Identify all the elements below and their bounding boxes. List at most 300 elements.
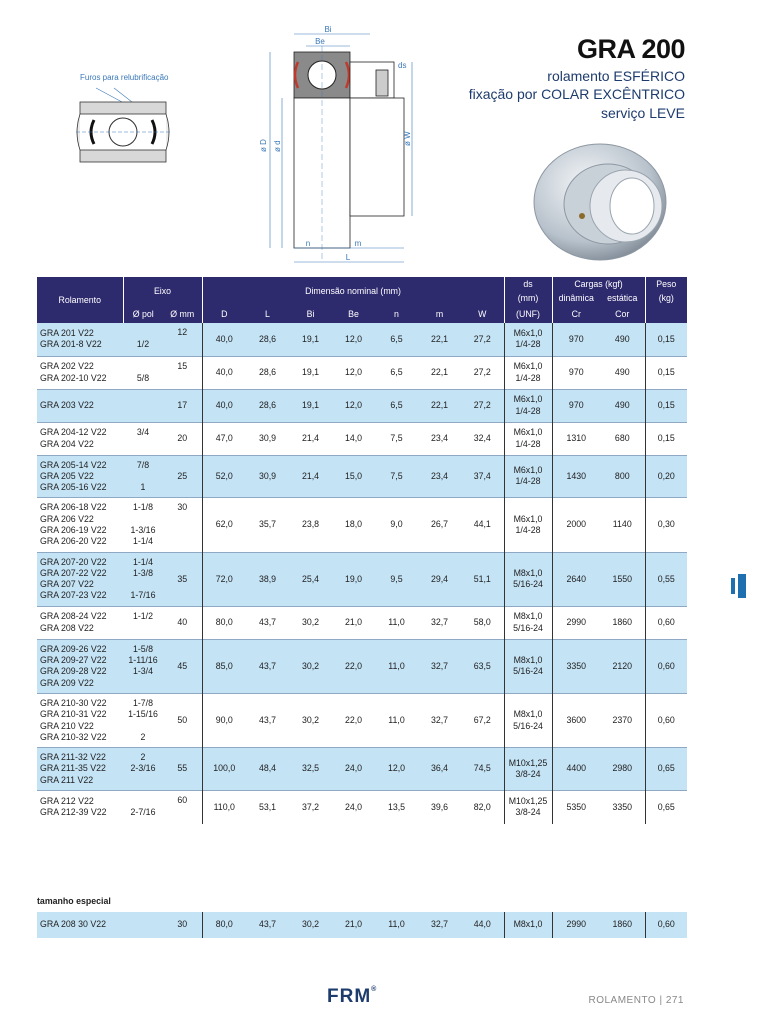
header-cr: Cr — [552, 305, 600, 323]
names-line: GRA 211-35 V22 — [40, 763, 106, 774]
ds-line: 3/8-24 — [515, 807, 541, 818]
table-row — [37, 748, 687, 791]
names-line: GRA 206-18 V22 — [40, 502, 107, 513]
cell-L: 28,6 — [246, 356, 289, 389]
cell-names — [37, 791, 123, 824]
names-line: GRA 209-27 V22 — [40, 655, 107, 666]
ds-line: 1/4-28 — [515, 372, 541, 383]
cell-mm: 55 — [163, 748, 202, 791]
cell-cor: 800 — [600, 455, 645, 498]
cell-cor: 2120 — [600, 639, 645, 693]
pol-line: 1-1/8 — [132, 502, 154, 513]
cell-ds — [504, 498, 552, 552]
cell-n: 9,5 — [375, 552, 418, 606]
cell-L: 35,7 — [246, 498, 289, 552]
pol-line: 1-3/16 — [130, 524, 156, 535]
cell-n: 6,5 — [375, 323, 418, 356]
cell-peso: 0,20 — [645, 455, 687, 498]
cell-n: 6,5 — [375, 389, 418, 422]
dim-m-label: m — [354, 239, 362, 248]
cell-cr: 1430 — [552, 455, 600, 498]
pol-line: 1/2 — [136, 339, 150, 350]
names-line: GRA 212 V22 — [40, 795, 94, 806]
cell-pol — [123, 748, 163, 791]
cell-Bi: 37,2 — [289, 791, 332, 824]
cell-D: 62,0 — [202, 498, 246, 552]
cell-cr: 2000 — [552, 498, 600, 552]
ds-line: M6x1,0 — [513, 327, 543, 338]
cell-peso: 0,55 — [645, 552, 687, 606]
dim-be-label: Be — [315, 37, 325, 46]
header-L: L — [246, 305, 289, 323]
cell-D: 40,0 — [202, 323, 246, 356]
section-tab-marker — [731, 574, 751, 598]
names-line: GRA 201-8 V22 — [40, 339, 102, 350]
pol-line: 2 — [140, 752, 146, 763]
cell-pol — [123, 639, 163, 693]
cell-cor: 490 — [600, 356, 645, 389]
pol-line — [123, 796, 163, 807]
cell-W: 32,4 — [461, 422, 504, 455]
frm-logo: FRM® — [327, 986, 378, 1007]
cell-names — [37, 356, 123, 389]
table-row — [37, 422, 687, 455]
dim-bi-label: Bi — [324, 25, 332, 34]
ds-line: M6x1,0 — [513, 465, 543, 476]
bearing-technical-drawing — [258, 22, 428, 270]
specs-table-wrapper — [37, 277, 687, 824]
cell-name: GRA 208 30 V22 — [37, 912, 123, 938]
header-ds-3: (UNF) — [504, 305, 552, 323]
cell-n: 13,5 — [375, 791, 418, 824]
ds-line: M8x1,0 — [513, 567, 543, 578]
pol-line: 1-3/4 — [132, 666, 154, 677]
cell-peso: 0,30 — [645, 498, 687, 552]
cell-cor: 1140 — [600, 498, 645, 552]
pol-line: 1-1/2 — [132, 611, 154, 622]
names-line: GRA 205 V22 — [40, 470, 94, 481]
frm-logo-text: FRM — [327, 986, 372, 1007]
cell-n: 9,0 — [375, 498, 418, 552]
table-row — [37, 455, 687, 498]
cell-cr: 970 — [552, 356, 600, 389]
cell-cor: 1860 — [600, 606, 645, 639]
pol-line: 1-7/16 — [130, 590, 156, 601]
names-line: GRA 201 V22 — [40, 327, 94, 338]
names-line: GRA 210-31 V22 — [40, 709, 107, 720]
header-peso: Peso — [645, 277, 687, 291]
pol-line: 1-11/16 — [128, 655, 158, 666]
cell-cor: 3350 — [600, 791, 645, 824]
ds-line: M8x1,0 — [513, 611, 543, 622]
cell-W: 82,0 — [461, 791, 504, 824]
cell-ds — [504, 389, 552, 422]
pol-line: 1-15/16 — [128, 709, 158, 720]
names-line: GRA 207-23 V22 — [40, 590, 107, 601]
names-line: GRA 206-20 V22 — [40, 536, 107, 547]
cell-Bi: 30,2 — [289, 639, 332, 693]
header-D: D — [202, 305, 246, 323]
cell-Bi: 21,4 — [289, 455, 332, 498]
pol-line: 1-1/4 — [132, 556, 154, 567]
pol-line: 1-7/8 — [132, 697, 154, 708]
cell-L: 43,7 — [246, 912, 289, 938]
cell-peso: 0,60 — [645, 912, 687, 938]
header-m: m — [418, 305, 461, 323]
cell-L: 48,4 — [246, 748, 289, 791]
header-eixo-pol: Ø pol — [123, 305, 163, 323]
cell-L: 43,7 — [246, 606, 289, 639]
cell-D: 100,0 — [202, 748, 246, 791]
pol-line — [123, 721, 163, 732]
names-line: GRA 209-28 V22 — [40, 666, 107, 677]
cell-W: 63,5 — [461, 639, 504, 693]
cell-Be: 22,0 — [332, 693, 375, 747]
page-footer: ROLAMENTO | 271 — [588, 995, 684, 1006]
cell-cor: 1550 — [600, 552, 645, 606]
cell-mm: 40 — [163, 606, 202, 639]
cell-names — [37, 323, 123, 356]
cell-cr: 3350 — [552, 639, 600, 693]
cell-D: 40,0 — [202, 389, 246, 422]
cell-Bi: 32,5 — [289, 748, 332, 791]
subtitle-line-2: fixação por COLAR EXCÊNTRICO — [468, 86, 685, 102]
cell-cor: 490 — [600, 323, 645, 356]
cell-Bi: 19,1 — [289, 356, 332, 389]
table-row — [37, 356, 687, 389]
ds-line: 1/4-28 — [515, 405, 541, 416]
table-row — [37, 639, 687, 693]
cell-mm: 50 — [163, 693, 202, 747]
ds-line: 1/4-28 — [515, 339, 541, 350]
header-ds-1: ds — [504, 277, 552, 291]
names-line: GRA 209 V22 — [40, 677, 94, 688]
pol-line: 1-3/8 — [132, 567, 154, 578]
names-line: GRA 212-39 V22 — [40, 807, 107, 818]
cell-pol — [123, 912, 163, 938]
ds-line: 5/16-24 — [513, 622, 543, 633]
cell-mm: 17 — [163, 389, 202, 422]
names-line: GRA 208 V22 — [40, 622, 94, 633]
cell-L: 28,6 — [246, 389, 289, 422]
cell-L: 38,9 — [246, 552, 289, 606]
cell-L: 43,7 — [246, 639, 289, 693]
table-row — [37, 791, 687, 824]
pol-line — [123, 623, 163, 634]
cell-pol — [123, 422, 163, 455]
header-cor: Cor — [600, 305, 645, 323]
cell-W: 27,2 — [461, 356, 504, 389]
pol-line — [123, 439, 163, 450]
names-line: GRA 211 V22 — [40, 774, 94, 785]
cell-n: 12,0 — [375, 748, 418, 791]
cell-cr: 2990 — [552, 606, 600, 639]
dim-w-label: ø W — [403, 131, 412, 146]
cell-Be: 19,0 — [332, 552, 375, 606]
cell-names — [37, 748, 123, 791]
cell-peso: 0,60 — [645, 639, 687, 693]
cell-W: 67,2 — [461, 693, 504, 747]
cell-cr: 970 — [552, 323, 600, 356]
cell-W: 44,1 — [461, 498, 504, 552]
names-line: GRA 204-12 V22 — [40, 427, 107, 438]
cell-W: 27,2 — [461, 323, 504, 356]
names-line: GRA 207-22 V22 — [40, 567, 107, 578]
pol-line: 1-5/8 — [132, 643, 154, 654]
cell-cr: 5350 — [552, 791, 600, 824]
cell-Be: 21,0 — [332, 606, 375, 639]
header-W: W — [461, 305, 504, 323]
cell-Be: 12,0 — [332, 389, 375, 422]
names-line: GRA 202 V22 — [40, 361, 94, 372]
cell-pol — [123, 552, 163, 606]
cell-Be: 22,0 — [332, 639, 375, 693]
cell-ds — [504, 791, 552, 824]
cell-Bi: 30,2 — [289, 693, 332, 747]
cell-m: 32,7 — [418, 693, 461, 747]
cell-peso: 0,60 — [645, 606, 687, 639]
ds-line: M6x1,0 — [513, 394, 543, 405]
special-table — [37, 912, 687, 938]
cell-cr: 4400 — [552, 748, 600, 791]
ds-line: 1/4-28 — [515, 524, 541, 535]
cell-Bi: 23,8 — [289, 498, 332, 552]
pol-line — [123, 514, 163, 525]
names-line: GRA 209-26 V22 — [40, 643, 107, 654]
cell-Be: 12,0 — [332, 323, 375, 356]
cell-mm: 20 — [163, 422, 202, 455]
cell-Be: 24,0 — [332, 748, 375, 791]
cell-cor: 2980 — [600, 748, 645, 791]
cell-mm: 25 — [163, 455, 202, 498]
cell-ds — [504, 693, 552, 747]
relubrication-section-drawing — [74, 70, 184, 180]
names-line: GRA 210 V22 — [40, 720, 94, 731]
cell-pol — [123, 498, 163, 552]
header-blank — [645, 305, 687, 323]
special-table-wrapper — [37, 912, 687, 938]
dim-l-label: L — [345, 253, 351, 262]
cell-mm: 15 — [163, 356, 202, 389]
pol-line: 5/8 — [136, 372, 150, 383]
cell-pol — [123, 606, 163, 639]
cell-Bi: 25,4 — [289, 552, 332, 606]
cell-n: 11,0 — [375, 606, 418, 639]
cell-cr: 3600 — [552, 693, 600, 747]
cell-m: 32,7 — [418, 639, 461, 693]
header-n: n — [375, 305, 418, 323]
cell-m: 29,4 — [418, 552, 461, 606]
ds-line: 1/4-28 — [515, 476, 541, 487]
cell-m: 32,7 — [418, 912, 461, 938]
cell-D: 40,0 — [202, 356, 246, 389]
dim-d-inner-label: ø d — [273, 140, 282, 152]
names-line: GRA 208-24 V22 — [40, 611, 107, 622]
dim-d-outer-label: ø D — [259, 139, 268, 152]
ds-line: M8x1,0 — [513, 709, 543, 720]
cell-peso: 0,15 — [645, 389, 687, 422]
table-row — [37, 693, 687, 747]
cell-pol — [123, 693, 163, 747]
cell-names — [37, 498, 123, 552]
cell-m: 23,4 — [418, 455, 461, 498]
cell-cr: 2640 — [552, 552, 600, 606]
cell-L: 43,7 — [246, 693, 289, 747]
names-line: GRA 203 V22 — [40, 399, 94, 410]
special-size-label: tamanho especial — [37, 896, 111, 906]
cell-D: 47,0 — [202, 422, 246, 455]
cell-cr: 1310 — [552, 422, 600, 455]
pol-line: 2-7/16 — [130, 807, 156, 818]
cell-pol — [123, 323, 163, 356]
pol-line: 1-1/4 — [132, 536, 154, 547]
subtitle-line-1: rolamento ESFÉRICO — [547, 68, 685, 84]
table-row — [37, 552, 687, 606]
pol-line — [123, 579, 163, 590]
cell-names — [37, 455, 123, 498]
dim-ds-label: ds — [398, 61, 407, 70]
cell-ds — [504, 552, 552, 606]
product-title: GRA 200 — [576, 34, 685, 64]
cell-pol — [123, 791, 163, 824]
cell-cor: 680 — [600, 422, 645, 455]
cell-peso: 0,60 — [645, 693, 687, 747]
cell-m: 36,4 — [418, 748, 461, 791]
pol-line: 2-3/16 — [130, 763, 156, 774]
cell-m: 26,7 — [418, 498, 461, 552]
header-ds-2: (mm) — [504, 291, 552, 305]
cell-D: 80,0 — [202, 912, 246, 938]
cell-ds — [504, 639, 552, 693]
cell-D: 72,0 — [202, 552, 246, 606]
cell-ds — [504, 422, 552, 455]
cell-mm: 60 — [163, 791, 202, 824]
cell-names — [37, 639, 123, 693]
ds-line: 5/16-24 — [513, 666, 543, 677]
names-line: GRA 205-14 V22 — [40, 459, 107, 470]
cell-Be: 15,0 — [332, 455, 375, 498]
cell-n: 11,0 — [375, 912, 418, 938]
cell-L: 53,1 — [246, 791, 289, 824]
pol-line — [123, 678, 163, 689]
ds-line: M10x1,25 — [508, 795, 548, 806]
names-line: GRA 210-32 V22 — [40, 731, 107, 742]
cell-n: 11,0 — [375, 639, 418, 693]
bearing-photo — [530, 132, 680, 262]
ds-line: 1/4-28 — [515, 438, 541, 449]
table-row — [37, 498, 687, 552]
cell-D: 90,0 — [202, 693, 246, 747]
names-line: GRA 207 V22 — [40, 579, 94, 590]
dim-n-label: n — [305, 239, 311, 248]
header-peso-unit: (kg) — [645, 291, 687, 305]
header-Bi: Bi — [289, 305, 332, 323]
cell-n: 7,5 — [375, 455, 418, 498]
cell-Bi: 30,2 — [289, 606, 332, 639]
cell-Bi: 19,1 — [289, 323, 332, 356]
cell-mm: 45 — [163, 639, 202, 693]
cell-n: 7,5 — [375, 422, 418, 455]
ds-line: 3/8-24 — [515, 769, 541, 780]
cell-mm: 35 — [163, 552, 202, 606]
header-eixo: Eixo — [123, 277, 202, 305]
names-line: GRA 211-32 V22 — [40, 752, 106, 763]
names-line: GRA 210-30 V22 — [40, 697, 107, 708]
cell-m: 22,1 — [418, 356, 461, 389]
names-line: GRA 207-20 V22 — [40, 556, 107, 567]
cell-peso: 0,15 — [645, 356, 687, 389]
cell-m: 32,7 — [418, 606, 461, 639]
cell-mm: 12 — [163, 323, 202, 356]
pol-line — [123, 400, 163, 411]
cell-Be: 12,0 — [332, 356, 375, 389]
cell-peso: 0,15 — [645, 422, 687, 455]
cell-ds — [504, 748, 552, 791]
cell-Be: 21,0 — [332, 912, 375, 938]
cell-W: 58,0 — [461, 606, 504, 639]
cell-ds — [504, 606, 552, 639]
names-line: GRA 204 V22 — [40, 438, 94, 449]
cell-D: 110,0 — [202, 791, 246, 824]
names-line: GRA 202-10 V22 — [40, 372, 107, 383]
cell-cor: 1860 — [600, 912, 645, 938]
cell-W: 37,4 — [461, 455, 504, 498]
pol-line — [123, 328, 163, 339]
header-eixo-mm: Ø mm — [163, 305, 202, 323]
cell-cor: 2370 — [600, 693, 645, 747]
cell-m: 39,6 — [418, 791, 461, 824]
specs-table-body — [37, 323, 687, 824]
cell-peso: 0,65 — [645, 748, 687, 791]
cell-ds — [504, 323, 552, 356]
cell-D: 52,0 — [202, 455, 246, 498]
ds-line: M6x1,0 — [513, 513, 543, 524]
cell-W: 27,2 — [461, 389, 504, 422]
header-cargas: Cargas (kgf) — [552, 277, 645, 291]
cell-names — [37, 389, 123, 422]
cell-mm: 30 — [163, 498, 202, 552]
cell-n: 11,0 — [375, 693, 418, 747]
cell-m: 23,4 — [418, 422, 461, 455]
cell-pol — [123, 455, 163, 498]
cell-names — [37, 422, 123, 455]
ds-line: 5/16-24 — [513, 579, 543, 590]
pol-line — [123, 471, 163, 482]
ds-line: M8x1,0 — [513, 655, 543, 666]
specs-table — [37, 277, 687, 824]
ds-line: 5/16-24 — [513, 720, 543, 731]
relubrication-label: Furos para relubrificação — [80, 73, 169, 82]
cell-W: 74,5 — [461, 748, 504, 791]
cell-m: 22,1 — [418, 389, 461, 422]
pol-line: 7/8 — [136, 459, 150, 470]
header-Be: Be — [332, 305, 375, 323]
cell-W: 44,0 — [461, 912, 504, 938]
cell-D: 80,0 — [202, 606, 246, 639]
cell-names — [37, 606, 123, 639]
cell-names — [37, 552, 123, 606]
table-row — [37, 323, 687, 356]
cell-Bi: 21,4 — [289, 422, 332, 455]
cell-names — [37, 693, 123, 747]
cell-L: 30,9 — [246, 422, 289, 455]
header-rolamento: Rolamento — [37, 277, 123, 323]
header-estatica: estática — [600, 291, 645, 305]
names-line: GRA 206-19 V22 — [40, 524, 107, 535]
header-dimensao: Dimensão nominal (mm) — [202, 277, 504, 305]
cell-D: 85,0 — [202, 639, 246, 693]
pol-line: 2 — [140, 731, 146, 742]
